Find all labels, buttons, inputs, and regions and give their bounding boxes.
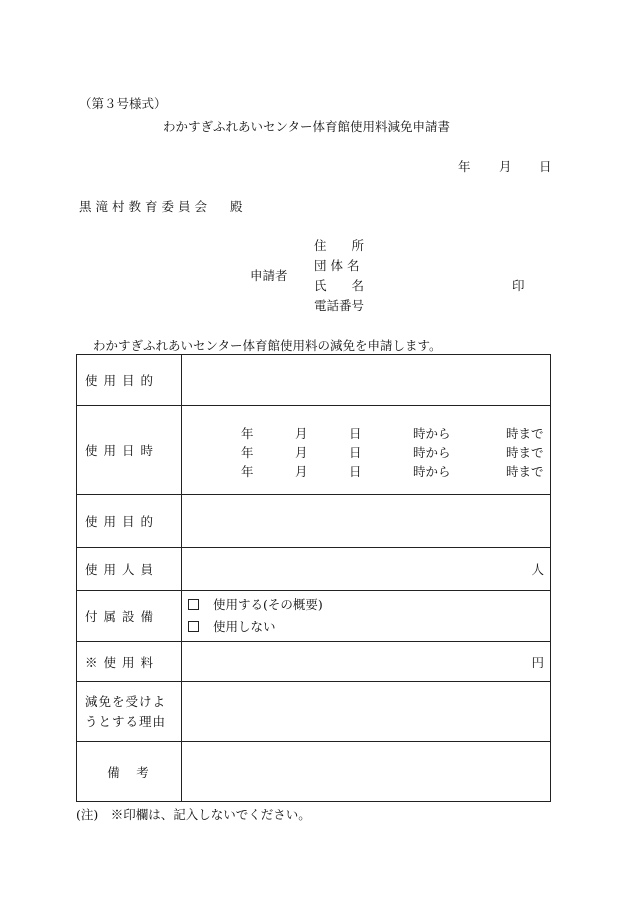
dt-until: 時まで xyxy=(506,426,544,441)
equipment-option-use[interactable] xyxy=(182,594,550,616)
purpose-label: 使用目的 xyxy=(77,355,182,406)
equipment-label: 付属設備 xyxy=(77,591,182,642)
applicant-phone-label: 電話番号 xyxy=(314,298,365,313)
datetime-field[interactable] xyxy=(182,406,551,495)
table-row xyxy=(77,406,551,495)
dt-from: 時から xyxy=(413,426,451,441)
table-row xyxy=(77,742,551,802)
fee-unit: 円 xyxy=(531,654,544,670)
remarks-field[interactable] xyxy=(182,742,551,802)
dt-day: 日 xyxy=(349,426,362,441)
dt-month: 月 xyxy=(295,445,308,460)
applicant-address-label: 住 所 xyxy=(314,238,365,253)
date-year: 年 xyxy=(458,159,471,174)
datetime-row xyxy=(182,424,550,442)
table-row xyxy=(77,548,551,591)
applicant-label: 申請者 xyxy=(250,268,288,283)
dt-month: 月 xyxy=(295,464,308,479)
dt-until: 時まで xyxy=(506,464,544,479)
addressee-name: 黒滝村教育委員会 xyxy=(79,199,212,214)
table-row xyxy=(77,355,551,406)
people-unit: 人 xyxy=(531,562,544,577)
date-month: 月 xyxy=(499,159,512,174)
equipment-option-use-label: 使用する(その概要) xyxy=(213,597,323,612)
reason-label-line1: 減免を受けよ xyxy=(85,693,167,709)
equipment-field xyxy=(182,591,551,642)
checkbox-icon[interactable] xyxy=(188,599,199,610)
purpose-field[interactable] xyxy=(182,355,551,406)
date-day: 日 xyxy=(539,159,552,174)
table-row xyxy=(77,682,551,742)
reason-label-line2: うとする理由 xyxy=(85,713,167,729)
dt-year: 年 xyxy=(241,426,254,441)
equipment-option-nouse[interactable] xyxy=(182,616,550,638)
dt-until: 時まで xyxy=(506,445,544,460)
checkbox-icon[interactable] xyxy=(188,621,199,632)
document-title: わかすぎふれあいセンター体育館使用料減免申請書 xyxy=(163,119,451,134)
dt-day: 日 xyxy=(349,464,362,479)
table-row xyxy=(77,642,551,682)
table-row xyxy=(77,591,551,642)
purpose2-field[interactable] xyxy=(182,495,551,548)
purpose2-label: 使用目的 xyxy=(77,495,182,548)
fee-field xyxy=(182,642,551,682)
addressee-honorific: 殿 xyxy=(230,199,243,214)
reason-label xyxy=(77,682,182,742)
fee-label: ※使用料 xyxy=(77,642,182,682)
dt-year: 年 xyxy=(241,445,254,460)
dt-year: 年 xyxy=(241,464,254,479)
footnote: (注) ※印欄は、記入しないでください。 xyxy=(76,807,311,822)
datetime-row xyxy=(182,462,550,480)
applicant-name-label: 氏 名 xyxy=(314,278,365,293)
people-field[interactable] xyxy=(182,548,551,591)
datetime-label: 使用日時 xyxy=(77,406,182,495)
datetime-row xyxy=(182,443,550,461)
dt-from: 時から xyxy=(413,464,451,479)
equipment-option-nouse-label: 使用しない xyxy=(213,619,276,634)
application-statement: わかすぎふれあいセンター体育館使用料の減免を申請します。 xyxy=(93,338,442,353)
dt-month: 月 xyxy=(295,426,308,441)
dt-from: 時から xyxy=(413,445,451,460)
remarks-label: 備 考 xyxy=(77,742,182,802)
applicant-group-label: 団体名 xyxy=(314,258,364,273)
application-table xyxy=(76,354,551,802)
seal-mark: 印 xyxy=(512,278,525,293)
dt-day: 日 xyxy=(349,445,362,460)
table-row xyxy=(77,495,551,548)
form-number: （第３号様式） xyxy=(79,96,167,111)
people-label: 使用人員 xyxy=(77,548,182,591)
reason-field[interactable] xyxy=(182,682,551,742)
